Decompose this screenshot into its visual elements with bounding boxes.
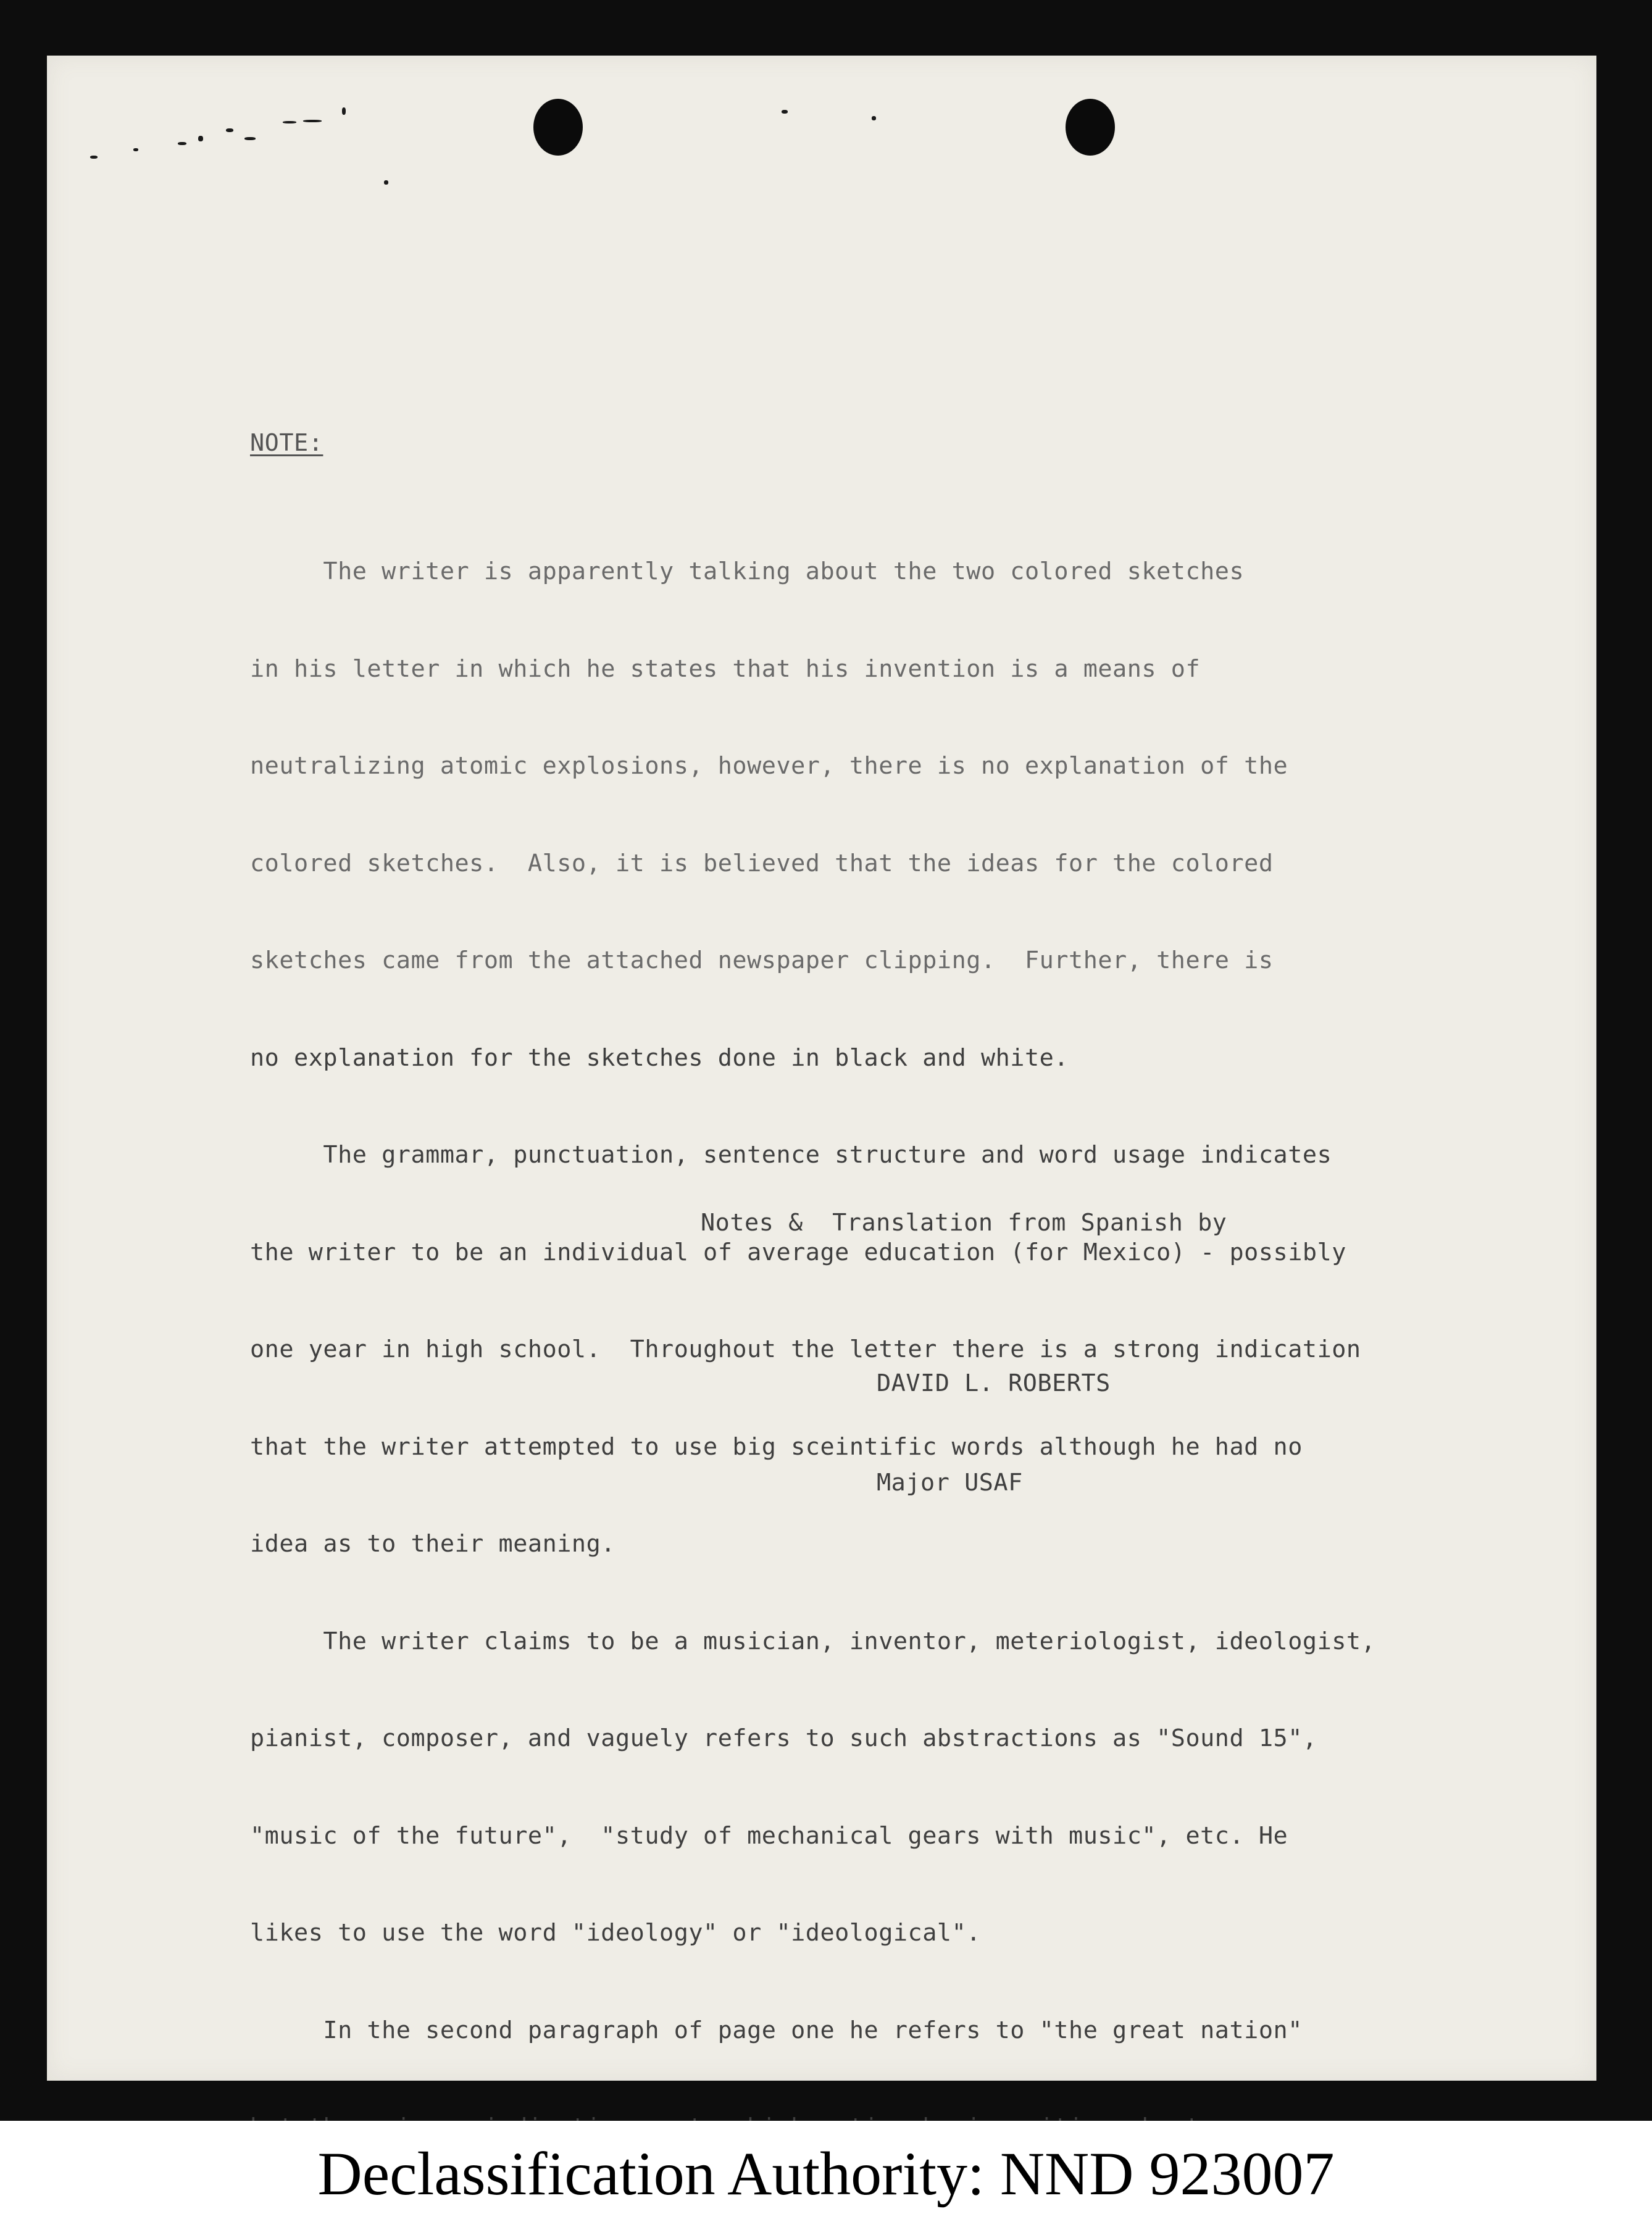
declassification-authority: Declassification Authority: NND 923007 bbox=[317, 2139, 1335, 2208]
body-line: In the second paragraph of page one he refers to "the great nation" bbox=[250, 2016, 1303, 2044]
ink-speck bbox=[342, 107, 346, 115]
ink-speck bbox=[90, 156, 98, 159]
body-line: neutralizing atomic explosions, however, there is no explanation of the bbox=[250, 752, 1288, 780]
signature-block bbox=[877, 1303, 1111, 1534]
ink-speck bbox=[133, 148, 138, 151]
note-heading: NOTE: bbox=[250, 429, 323, 457]
ink-speck bbox=[244, 137, 256, 140]
body-line: in his letter in which he states that his invention is a means of bbox=[250, 654, 1201, 683]
ink-speck bbox=[226, 128, 233, 132]
ink-speck bbox=[303, 120, 322, 122]
body-line: that the writer attempted to use big sceintific words although he had no bbox=[250, 1432, 1303, 1461]
body-line: no explanation for the sketches done in black and white. bbox=[250, 1043, 1069, 1072]
body-line: one year in high school. Throughout the letter there is a strong indication bbox=[250, 1335, 1361, 1363]
body-line: idea as to their meaning. bbox=[250, 1530, 615, 1558]
body-line: The grammar, punctuation, sentence structure and word usage indicates bbox=[250, 1141, 1332, 1169]
body-line: sketches came from the attached newspaper clipping. Further, there is bbox=[250, 946, 1274, 974]
translation-credit: Notes & Translation from Spanish by bbox=[701, 1209, 1227, 1237]
ink-speck bbox=[384, 180, 388, 185]
body-line: colored sketches. Also, it is believed that the ideas for the colored bbox=[250, 849, 1274, 877]
body-line: "music of the future", "study of mechanical gears with music", etc. He bbox=[250, 1821, 1288, 1850]
ink-speck bbox=[283, 121, 296, 123]
signer-name: DAVID L. ROBERTS bbox=[877, 1369, 1111, 1397]
signer-title: Major USAF bbox=[877, 1469, 1023, 1497]
ink-speck bbox=[872, 116, 876, 120]
body-line: likes to use the word "ideology" or "ideological". bbox=[250, 1919, 981, 1947]
note-body bbox=[250, 491, 1375, 2176]
body-line: The writer is apparently talking about the two colored sketches bbox=[250, 558, 1245, 585]
ink-speck bbox=[782, 110, 788, 114]
body-line: the writer to be an individual of average education (for Mexico) - possibly bbox=[250, 1238, 1346, 1266]
ink-speck bbox=[198, 136, 203, 141]
declassification-footer bbox=[0, 2121, 1652, 2227]
body-line: pianist, composer, and vaguely refers to such abstractions as "Sound 15", bbox=[250, 1724, 1317, 1752]
body-line: The writer claims to be a musician, inventor, meteriologist, ideologist, bbox=[250, 1627, 1376, 1655]
punch-hole bbox=[533, 99, 583, 156]
punch-hole bbox=[1066, 99, 1115, 156]
ink-speck bbox=[178, 142, 186, 145]
